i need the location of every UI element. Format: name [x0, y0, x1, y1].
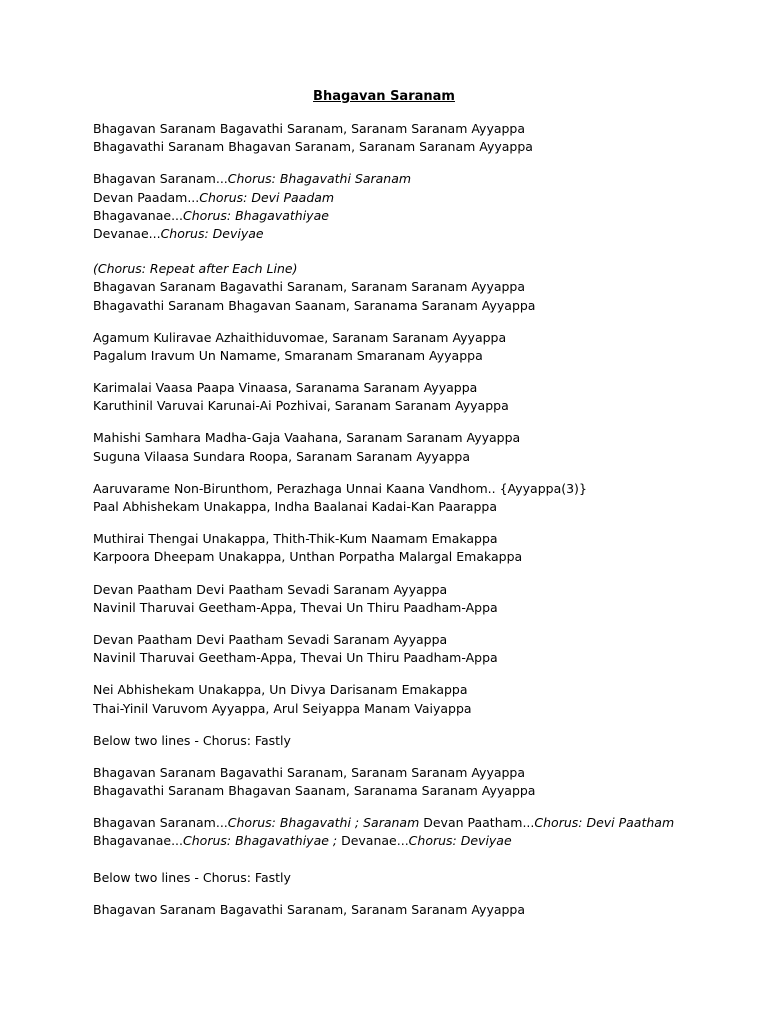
lyrics-line	[93, 782, 753, 800]
lyrics-line	[93, 649, 753, 667]
line-text: Bhagavan Saranam Bagavathi Saranam, Saranam Saranam Ayyappa	[93, 279, 526, 295]
line-text: Bhagavan Saranam Bagavathi Saranam, Saranam Saranam Ayyappa	[93, 764, 526, 780]
line-text: Nei Abhishekam Unakappa, Un Divya Darisanam Emakappa	[93, 682, 468, 698]
lyrics-stanza	[93, 170, 753, 243]
lyrics-line	[93, 732, 753, 750]
lyrics-line	[93, 260, 753, 278]
lyrics-line	[93, 832, 753, 850]
line-text: Thai-Yinil Varuvom Ayyappa, Arul Seiyappa Manam Vaiyappa	[93, 700, 472, 716]
chorus-text: Chorus: Devi Paatham	[534, 815, 675, 831]
line-text: Suguna Vilaasa Sundara Roopa, Saranam Saranam Ayyappa	[93, 448, 471, 464]
line-text: Bhagavan Saranam...	[93, 815, 228, 831]
lyrics-line	[93, 631, 753, 649]
lyrics-stanza	[93, 260, 753, 315]
line-text: Muthirai Thengai Unakappa, Thith-Thik-Kum Naamam Emakappa	[93, 531, 498, 547]
lyrics-line	[93, 379, 753, 397]
lyrics-line	[93, 764, 753, 782]
line-text: Bhagavanae...	[93, 833, 184, 849]
chorus-text: Chorus: Bhagavathiyae	[183, 207, 329, 223]
line-text: Bhagavathi Saranam Bhagavan Saranam, Saranam Saranam Ayyappa	[93, 139, 533, 155]
line-text: Devanae...	[93, 225, 161, 241]
lyrics-line	[93, 814, 753, 832]
line-text: Pagalum Iravum Un Namame, Smaranam Smaranam Ayyappa	[93, 347, 483, 363]
lyrics-stanza	[93, 120, 753, 156]
lyrics-line	[93, 397, 753, 415]
lyrics-stanza	[93, 429, 753, 465]
lyrics-line	[93, 138, 753, 156]
line-text: Devan Paadam...	[93, 189, 200, 205]
lyrics-stanza	[93, 329, 753, 365]
lyrics-line	[93, 530, 753, 548]
line-text: Devan Paatham...	[419, 815, 535, 831]
lyrics-body	[93, 120, 753, 919]
lyrics-stanza	[93, 681, 753, 717]
line-text: Mahishi Samhara Madha-Gaja Vaahana, Saranam Saranam Ayyappa	[93, 430, 521, 446]
lyrics-stanza	[93, 869, 753, 887]
line-text: Devan Paatham Devi Paatham Sevadi Saranam Ayyappa	[93, 631, 448, 647]
line-text: Devan Paatham Devi Paatham Sevadi Saranam Ayyappa	[93, 581, 448, 597]
line-text: Paal Abhishekam Unakappa, Indha Baalanai Kadai-Kan Paarappa	[93, 499, 497, 514]
lyrics-line	[93, 548, 753, 566]
lyrics-stanza	[93, 480, 753, 516]
lyrics-line	[93, 448, 753, 466]
lyrics-line	[93, 681, 753, 699]
line-text: Navinil Tharuvai Geetham-Appa, Thevai Un Thiru Paadham-Appa	[93, 599, 498, 615]
line-text: Karimalai Vaasa Paapa Vinaasa, Saranama Saranam Ayyappa	[93, 380, 478, 396]
line-text: Bhagavan Saranam Bagavathi Saranam, Saranam Saranam Ayyappa	[93, 121, 526, 136]
line-text: Bhagavathi Saranam Bhagavan Saanam, Saranama Saranam Ayyappa	[93, 783, 536, 799]
lyrics-line	[93, 498, 753, 516]
line-text: Bhagavathi Saranam Bhagavan Saanam, Saranama Saranam Ayyappa	[93, 297, 536, 313]
lyrics-line	[93, 329, 753, 347]
lyrics-line	[93, 480, 753, 498]
line-text: Agamum Kuliravae Azhaithiduvomae, Saranam Saranam Ayyappa	[93, 329, 507, 345]
lyrics-line	[93, 225, 753, 243]
lyrics-line	[93, 429, 753, 447]
lyrics-stanza	[93, 814, 753, 850]
line-text: Below two lines - Chorus: Fastly	[93, 869, 291, 885]
line-text: Bhagavan Saranam Bagavathi Saranam, Saranam Saranam Ayyappa	[93, 901, 526, 917]
chorus-text: Chorus: Deviyae	[408, 833, 512, 849]
lyrics-stanza	[93, 581, 753, 617]
lyrics-stanza	[93, 631, 753, 667]
lyrics-stanza	[93, 764, 753, 800]
lyrics-line	[93, 170, 753, 188]
line-text: Devanae...	[337, 833, 409, 849]
line-text: Navinil Tharuvai Geetham-Appa, Thevai Un Thiru Paadham-Appa	[93, 650, 498, 666]
chorus-text: Chorus: Bhagavathi Saranam	[227, 171, 412, 187]
lyrics-stanza	[93, 901, 753, 919]
lyrics-stanza	[93, 379, 753, 415]
chorus-text: (Chorus: Repeat after Each Line)	[93, 261, 298, 277]
line-text: Karuthinil Varuvai Karunai-Ai Pozhivai, Saranam Saranam Ayyappa	[93, 398, 509, 414]
lyrics-line	[93, 700, 753, 718]
chorus-text: Chorus: Bhagavathi ; Saranam	[227, 815, 420, 831]
lyrics-line	[93, 347, 753, 365]
line-text: Karpoora Dheepam Unakappa, Unthan Porpatha Malargal Emakappa	[93, 549, 523, 565]
lyrics-line	[93, 120, 753, 138]
line-text: Bhagavanae...	[93, 207, 184, 223]
chorus-text: Chorus: Bhagavathiyae ;	[183, 833, 338, 849]
lyrics-stanza	[93, 732, 753, 750]
lyrics-line	[93, 207, 753, 225]
lyrics-line	[93, 901, 753, 919]
line-text: Bhagavan Saranam...	[93, 171, 228, 187]
line-text: Below two lines - Chorus: Fastly	[93, 732, 291, 748]
chorus-text: Chorus: Deviyae	[160, 225, 264, 241]
chorus-text: Chorus: Devi Paadam	[199, 189, 335, 205]
lyrics-line	[93, 278, 753, 296]
lyrics-stanza	[93, 530, 753, 566]
page-title: Bhagavan Saranam	[313, 89, 455, 104]
line-text: Aaruvarame Non-Birunthom, Perazhaga Unnai Kaana Vandhom.. {Ayyappa(3)}	[93, 480, 587, 496]
lyrics-line	[93, 869, 753, 887]
lyrics-line	[93, 599, 753, 617]
lyrics-line	[93, 189, 753, 207]
lyrics-line	[93, 297, 753, 315]
lyrics-line	[93, 581, 753, 599]
